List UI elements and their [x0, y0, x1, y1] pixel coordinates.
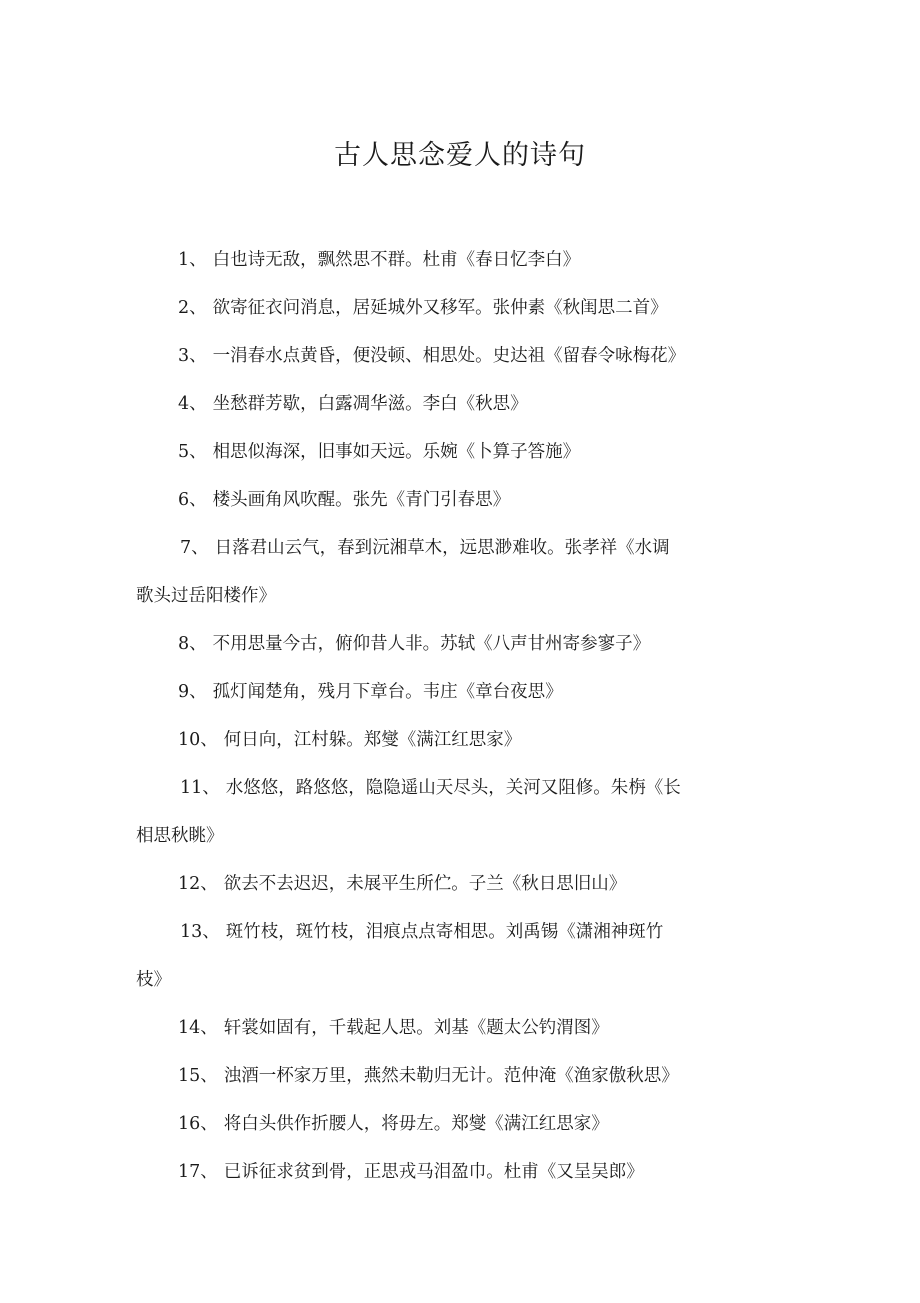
- item-text: 将白头供作折腰人，将毋左。郑燮《满江红思家》: [223, 1114, 609, 1134]
- item-text: 歌头过岳阳楼作》: [136, 586, 276, 606]
- item-text: 轩裳如固有，千载起人思。刘基《题太公钓渭图》: [223, 1018, 609, 1038]
- item-text: 孤灯闻楚角，残月下章台。韦庄《章台夜思》: [212, 682, 563, 702]
- item-number: 11、: [180, 778, 220, 798]
- list-item: [178, 284, 668, 332]
- item-text: 不用思量今古，俯仰昔人非。苏轼《八声甘州寄参寥子》: [212, 634, 651, 654]
- list-item-continuation: [136, 572, 276, 620]
- list-item: [178, 668, 563, 716]
- item-text: 斑竹枝，斑竹枝，泪痕点点寄相思。刘禹锡《潇湘神斑竹: [225, 922, 664, 942]
- list-item: [178, 1148, 644, 1196]
- list-item: [178, 1004, 609, 1052]
- item-number: 7、: [180, 538, 209, 558]
- list-item: [178, 236, 580, 284]
- item-text: 相思秋眺》: [136, 826, 224, 846]
- item-text: 相思似海深，旧事如天远。乐婉《卜算子答施》: [212, 442, 581, 462]
- list-item: [178, 476, 510, 524]
- item-text: 水悠悠，路悠悠，隐隐遥山天尽头，关河又阻修。朱栴《长: [225, 778, 681, 798]
- item-number: 15、: [178, 1066, 218, 1086]
- list-item: [180, 908, 663, 956]
- item-number: 4、: [178, 394, 207, 414]
- item-text: 坐愁群芳歇，白露凋华滋。李白《秋思》: [212, 394, 528, 414]
- list-item: [178, 332, 685, 380]
- item-text: 枝》: [136, 970, 171, 990]
- item-text: 已诉征求贫到骨，正思戎马泪盈巾。杜甫《又呈吴郎》: [223, 1162, 644, 1182]
- list-item: [180, 524, 670, 572]
- list-item: [178, 1052, 679, 1100]
- item-number: 14、: [178, 1018, 218, 1038]
- item-text: 日落君山云气，春到沅湘草木，远思渺难收。张孝祥《水调: [214, 538, 670, 558]
- item-text: 楼头画角风吹醒。张先《青门引春思》: [212, 490, 511, 510]
- list-item: [178, 716, 521, 764]
- item-number: 2、: [178, 298, 207, 318]
- item-number: 17、: [178, 1162, 218, 1182]
- item-number: 1、: [178, 250, 207, 270]
- item-text: 一涓春水点黄昏，便没顿、相思处。史达祖《留春令咏梅花》: [212, 346, 686, 366]
- item-number: 6、: [178, 490, 207, 510]
- list-item: [178, 860, 626, 908]
- item-number: 13、: [180, 922, 220, 942]
- item-number: 5、: [178, 442, 207, 462]
- list-item-continuation: [136, 812, 224, 860]
- item-text: 浊酒一杯家万里，燕然未勒归无计。范仲淹《渔家傲秋思》: [223, 1066, 679, 1086]
- list-item: [178, 620, 650, 668]
- list-item: [178, 428, 580, 476]
- item-text: 欲寄征衣问消息，居延城外又移军。张仲素《秋闺思二首》: [212, 298, 668, 318]
- item-text: 何日向，江村躲。郑燮《满江红思家》: [223, 730, 522, 750]
- list-item: [178, 1100, 609, 1148]
- list-item-continuation: [136, 956, 171, 1004]
- page-title: 古人思念爱人的诗句: [334, 140, 586, 171]
- item-number: 12、: [178, 874, 218, 894]
- item-text: 欲去不去迟迟，未展平生所伫。子兰《秋日思旧山》: [223, 874, 627, 894]
- list-item: [178, 380, 528, 428]
- item-number: 16、: [178, 1114, 218, 1134]
- item-number: 8、: [178, 634, 207, 654]
- item-number: 9、: [178, 682, 207, 702]
- item-number: 10、: [178, 730, 218, 750]
- item-number: 3、: [178, 346, 207, 366]
- item-text: 白也诗无敌，飘然思不群。杜甫《春日忆李白》: [212, 250, 581, 270]
- list-item: [180, 764, 681, 812]
